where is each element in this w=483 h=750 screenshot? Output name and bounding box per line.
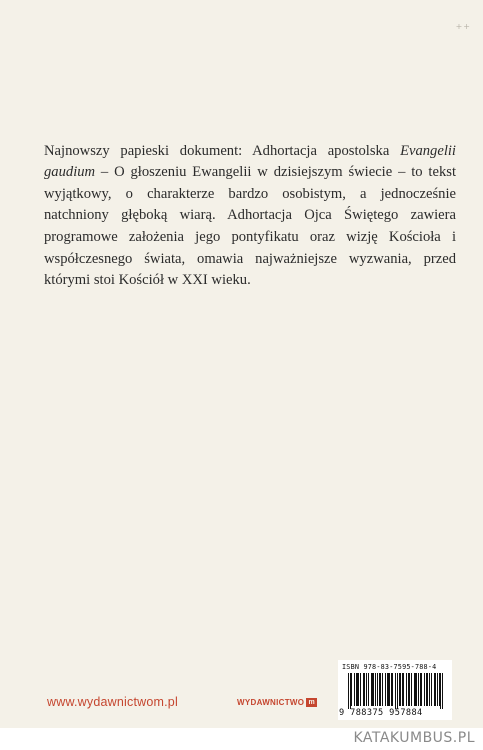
barcode-bar xyxy=(426,673,427,706)
barcode-bar xyxy=(379,673,380,706)
barcode-digits: 9 788375 957884 xyxy=(339,708,423,718)
barcode-bar xyxy=(400,673,401,706)
barcode-bar xyxy=(416,673,417,706)
barcode-icon xyxy=(348,673,444,709)
publisher-mark xyxy=(237,698,317,707)
barcode-bar xyxy=(424,673,425,706)
barcode-bar xyxy=(351,673,352,706)
barcode-bar xyxy=(420,673,421,706)
barcode-bar xyxy=(408,673,409,706)
publisher-logo-icon: m xyxy=(306,698,317,707)
barcode-bar xyxy=(409,673,410,706)
barcode-bar xyxy=(427,673,428,706)
watermark-strip xyxy=(0,728,483,750)
blurb-part-2: – O głoszeniu Ewangelii w dzisiejszym świecie – to tekst wyjątkowy, o charakterze bardzo osobistym, a jednocześnie natchniony głęboką wiarą. Adhortacja Ojca Świętego zawiera programowe założenia jego pontyfikatu oraz wizję Kościoła i współczesnego świata, omawia najważniejsze wyzwania, przed którymi stoi Kościół w XXI wieku. xyxy=(44,164,456,289)
barcode-bar xyxy=(360,673,361,706)
barcode-bar xyxy=(350,673,351,709)
barcode-bar xyxy=(429,673,430,706)
blurb-text xyxy=(44,141,456,292)
barcode-bar xyxy=(372,673,373,706)
barcode-bar xyxy=(375,673,376,706)
barcode-bar xyxy=(354,673,355,706)
barcode-bar xyxy=(402,673,403,706)
barcode-bar xyxy=(435,673,436,706)
barcode-bar xyxy=(415,673,416,706)
barcode-bar xyxy=(366,673,367,706)
barcode-bar xyxy=(388,673,389,706)
barcode-bar xyxy=(403,673,404,706)
blurb-book-title: Evangelii gaudium xyxy=(44,142,456,181)
barcode-bar xyxy=(387,673,388,706)
barcode-bar xyxy=(406,673,407,706)
barcode-bar xyxy=(434,673,435,706)
barcode-bar xyxy=(421,673,422,706)
barcode-bar xyxy=(377,673,378,706)
barcode-bar xyxy=(391,673,392,706)
barcode-bar xyxy=(368,673,369,706)
barcode-bar xyxy=(358,673,359,706)
barcode-bar xyxy=(389,673,390,706)
barcode-bar xyxy=(371,673,372,706)
barcode-bar xyxy=(363,673,364,706)
publisher-website: www.wydawnictwom.pl xyxy=(47,695,178,709)
isbn-label: ISBN 978-83-7595-788-4 xyxy=(342,663,437,671)
barcode-bar xyxy=(418,673,419,706)
barcode-bar xyxy=(439,673,440,706)
barcode-bar xyxy=(385,673,386,706)
barcode-bar xyxy=(399,673,400,706)
barcode-bar xyxy=(382,673,383,706)
corner-mark: ++ xyxy=(455,22,471,31)
barcode-bar xyxy=(364,673,365,706)
barcode-bar xyxy=(373,673,374,706)
barcode-bar xyxy=(356,673,357,706)
barcode-bar xyxy=(442,673,443,709)
barcode-bar xyxy=(392,673,393,706)
barcode-bar xyxy=(411,673,412,706)
isbn-barcode xyxy=(338,660,452,720)
barcode-bar xyxy=(380,673,381,706)
barcode-bar xyxy=(397,673,398,709)
watermark-text: KATAKUMBUS.PL xyxy=(353,730,475,746)
barcode-bar xyxy=(431,673,432,706)
barcode-bar xyxy=(395,673,396,709)
barcode-bar xyxy=(440,673,441,709)
barcode-bar xyxy=(348,673,349,709)
publisher-name: WYDAWNICTWO xyxy=(237,698,305,707)
barcode-bar xyxy=(437,673,438,706)
barcode-bar xyxy=(414,673,415,706)
barcode-bar xyxy=(357,673,358,706)
blurb-part-1: Najnowszy papieski dokument: Adhortacja apostolska xyxy=(44,142,401,159)
